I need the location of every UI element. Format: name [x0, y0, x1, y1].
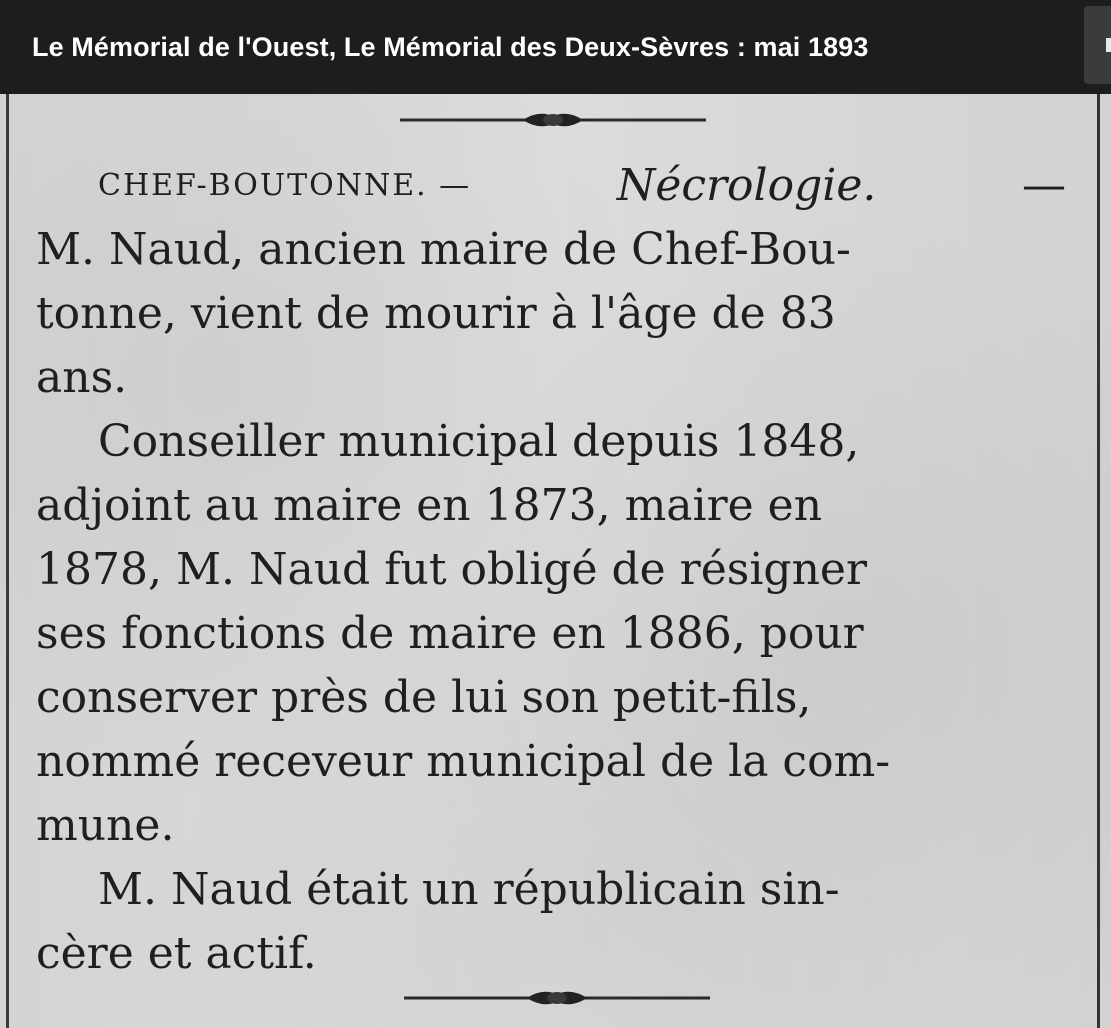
heading-dash: — [1022, 160, 1066, 211]
heading-section: Nécrologie. [616, 160, 877, 211]
text-line: conserver près de lui son petit-fils, [36, 672, 812, 723]
heading-place: CHEF-BOUTONNE. — [98, 168, 472, 203]
text-line: ses fonctions de maire en 1886, pour [36, 608, 864, 659]
ornamental-rule-icon [398, 108, 708, 132]
page-title: Le Mémorial de l'Ouest, Le Mémorial des Deux-Sèvres : mai 1893 [32, 32, 869, 62]
ornamental-rule-icon [402, 986, 712, 1010]
text-line: cère et actif. [36, 928, 317, 979]
panel-toggle-icon [1106, 38, 1111, 52]
text-line: 1878, M. Naud fut obligé de résigner [36, 544, 867, 595]
text-line: M. Naud, ancien maire de Chef-Bou- [36, 224, 851, 275]
text-line: ans. [36, 352, 128, 403]
newspaper-scan [0, 94, 1111, 1028]
text-line: tonne, vient de mourir à l'âge de 83 [36, 288, 836, 339]
title-bar [0, 0, 1111, 94]
column-rule-left [6, 94, 9, 1028]
text-line: nommé receveur municipal de la com- [36, 736, 891, 787]
text-line: mune. [36, 800, 175, 851]
text-line: Conseiller municipal depuis 1848, [98, 416, 860, 467]
text-line: adjoint au maire en 1873, maire en [36, 480, 823, 531]
text-line: M. Naud était un républicain sin- [98, 864, 840, 915]
article-heading [36, 154, 1066, 218]
side-panel-button[interactable] [1084, 6, 1111, 84]
